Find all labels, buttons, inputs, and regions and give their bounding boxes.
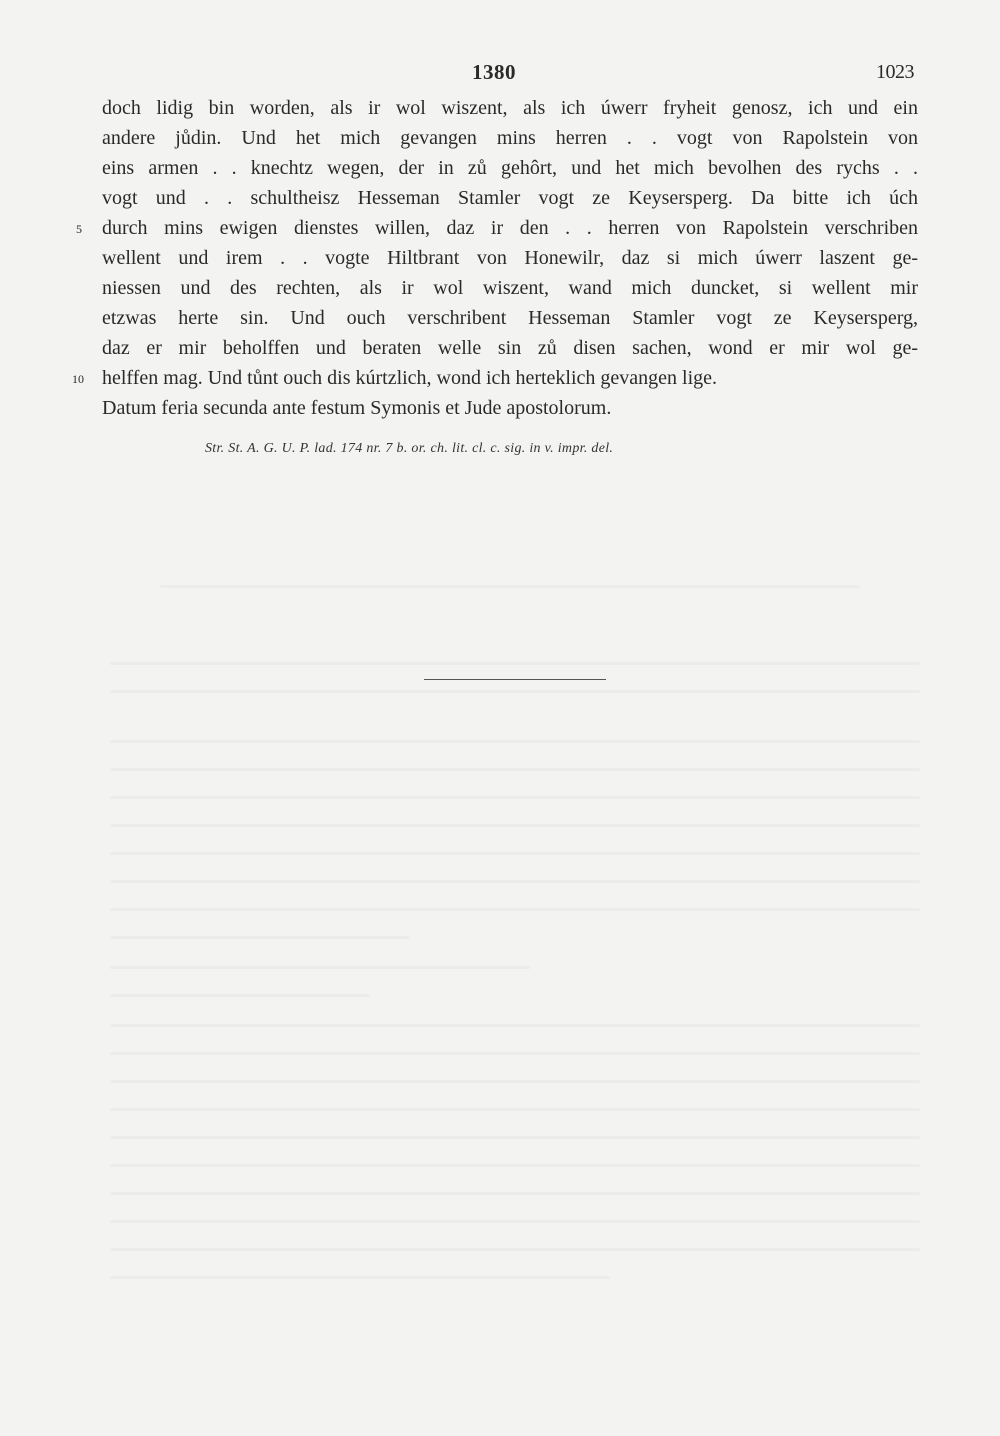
body-line: helffen mag. Und tůnt ouch dis kúrtzlich, wond ich herteklich gevangen lige.: [102, 367, 718, 389]
body-line: andere jůdin. Und het mich gevangen mins herren . . vogt von Rapolstein von: [102, 127, 918, 149]
line-number-5: 5: [76, 222, 82, 236]
line-number-10: 10: [72, 372, 84, 386]
body-line: niessen und des rechten, als ir wol wiszent, wand mich duncket, si wellent mir: [102, 277, 918, 299]
body-line: eins armen . . knechtz wegen, der in zů gehôrt, und het mich bevolhen des rychs . .: [102, 157, 918, 179]
section-divider: [424, 679, 606, 680]
source-citation: Str. St. A. G. U. P. lad. 174 nr. 7 b. or. ch. lit. cl. c. sig. in v. impr. del.: [205, 441, 614, 456]
body-line: durch mins ewigen dienstes willen, daz ir den . . herren von Rapolstein verschriben: [102, 217, 918, 239]
page-year-heading: 1380: [472, 60, 516, 84]
body-line: wellent und irem . . vogte Hiltbrant von Honewilr, daz si mich úwerr laszent ge-: [102, 247, 918, 269]
body-line: doch lidig bin worden, als ir wol wiszent, als ich úwerr fryheit genosz, ich und ein: [102, 97, 918, 119]
body-line: daz er mir beholffen und beraten welle sin zů disen sachen, wond er mir wol ge-: [102, 337, 918, 359]
body-line: etzwas herte sin. Und ouch verschribent Hesseman Stamler vogt ze Keysersperg,: [102, 307, 918, 329]
body-line: vogt und . . schultheisz Hesseman Stamler vogt ze Keysersperg. Da bitte ich úch: [102, 187, 918, 209]
body-line-closing: Datum feria secunda ante festum Symonis et Jude apostolorum.: [102, 397, 612, 419]
page-number: 1023: [876, 61, 914, 83]
